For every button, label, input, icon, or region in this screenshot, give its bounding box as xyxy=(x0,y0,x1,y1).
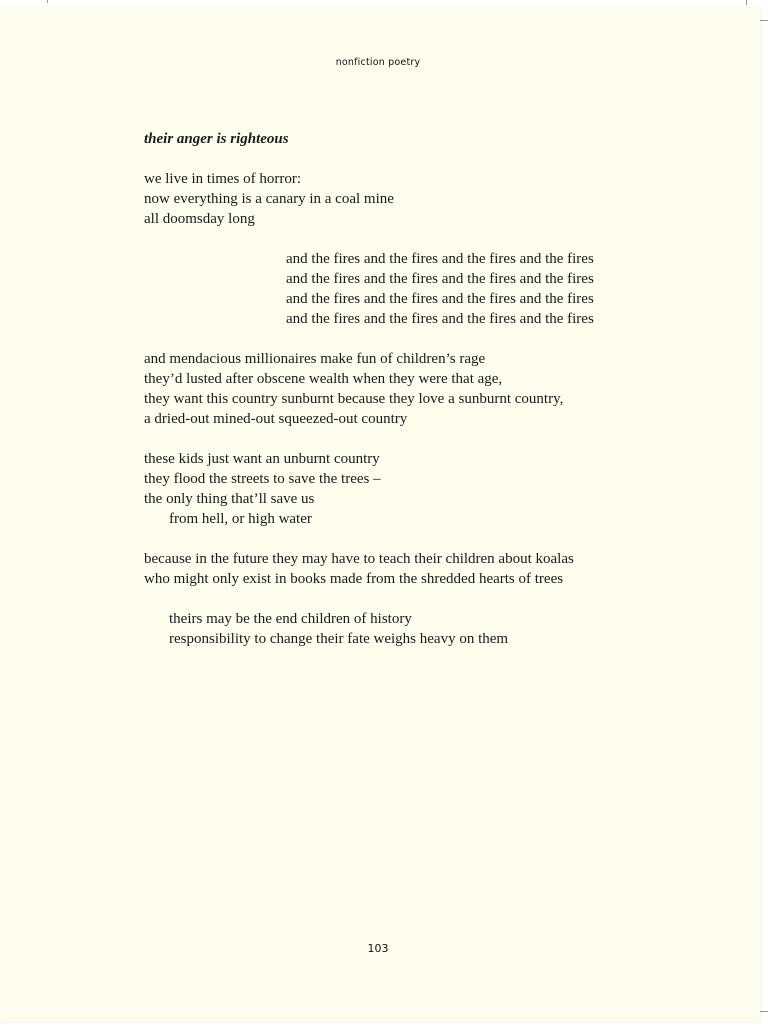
crop-mark xyxy=(47,0,48,3)
poem-line: responsibility to change their fate weighs heavy on them xyxy=(169,631,509,647)
poem-line: we live in times of horror: xyxy=(144,171,302,187)
poem-line: all doomsday long xyxy=(144,211,255,227)
crop-mark xyxy=(759,1011,768,1012)
poem-line: because in the future they may have to teach their children about koalas xyxy=(144,551,574,567)
stanza-4 xyxy=(144,449,704,529)
stanza-6 xyxy=(144,609,704,649)
poem-line: and the fires and the fires and the fires and the fires xyxy=(286,251,594,267)
stanza-1 xyxy=(144,169,704,229)
poem-line: theirs may be the end children of history xyxy=(169,611,412,627)
poem-line: now everything is a canary in a coal mine xyxy=(144,191,394,207)
page-number: 103 xyxy=(367,942,389,955)
stanza-5 xyxy=(144,549,704,589)
poem-line: they’d lusted after obscene wealth when they were that age, xyxy=(144,371,503,387)
poem-line: they flood the streets to save the trees – xyxy=(144,471,381,487)
poem-line: and the fires and the fires and the fires and the fires xyxy=(286,291,594,307)
poem-line: these kids just want an unburnt country xyxy=(144,451,380,467)
running-head: nonfiction poetry xyxy=(335,57,421,68)
poem-line: who might only exist in books made from the shredded hearts of trees xyxy=(144,571,564,587)
poem xyxy=(144,129,704,669)
poem-title: their anger is righteous xyxy=(144,131,289,147)
book-page xyxy=(0,5,760,1021)
crop-mark xyxy=(759,20,768,21)
stanza-3 xyxy=(144,349,704,429)
poem-line: the only thing that’ll save us xyxy=(144,491,315,507)
poem-line: they want this country sunburnt because they love a sunburnt country, xyxy=(144,391,564,407)
poem-line: and the fires and the fires and the fires and the fires xyxy=(286,271,594,287)
poem-line: and mendacious millionaires make fun of children’s rage xyxy=(144,351,486,367)
poem-line: a dried-out mined-out squeezed-out country xyxy=(144,411,408,427)
stanza-2 xyxy=(144,249,704,329)
poem-line: and the fires and the fires and the fires and the fires xyxy=(286,311,594,327)
poem-line: from hell, or high water xyxy=(169,511,312,527)
